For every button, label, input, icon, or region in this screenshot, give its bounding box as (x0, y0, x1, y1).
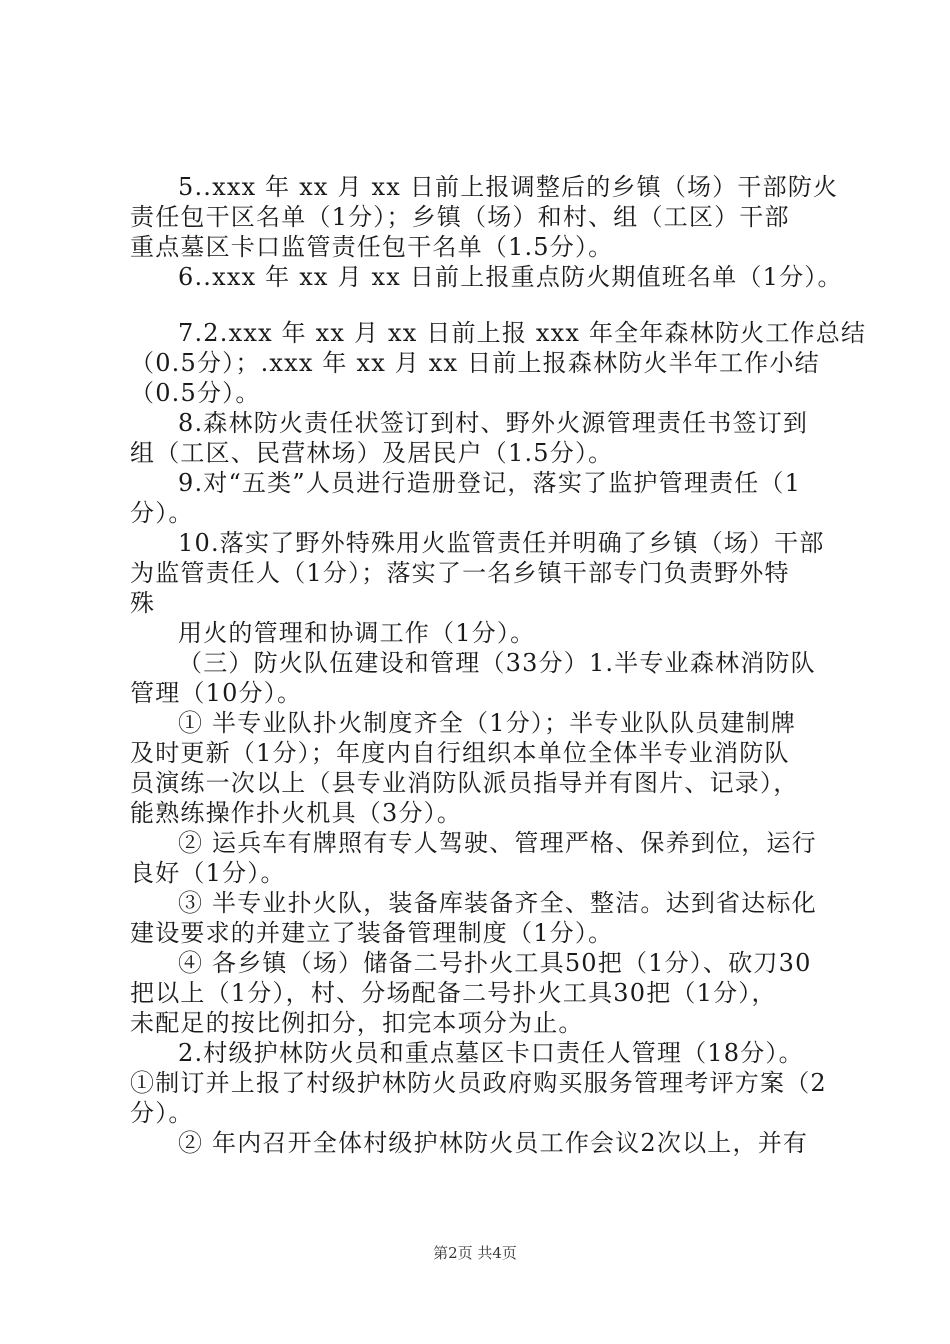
text-line: 用火的管理和协调工作（1分）。 (178, 619, 536, 647)
text-line: （0.5分）。 (130, 379, 261, 407)
text-line: 重点墓区卡口监管责任包干名单（1.5分）。 (130, 233, 614, 261)
text-line: 为监管责任人（1分）；落实了一名乡镇干部专门负责野外特 (130, 559, 790, 587)
text-line: 分）。 (130, 1099, 194, 1127)
text-line: ③ 半专业扑火队，装备库装备齐全、整洁。达到省达标化 (178, 889, 817, 917)
text-line: 分）。 (130, 499, 194, 527)
text-line: 员演练一次以上（县专业消防队派员指导并有图片、记录）， (130, 769, 799, 797)
text-line: 建设要求的并建立了装备管理制度（1分）。 (130, 919, 614, 947)
text-line: 2.村级护林防火员和重点墓区卡口责任人管理（18分）。 (178, 1039, 804, 1067)
text-line: 殊 (130, 589, 156, 617)
text-line: 管理（10分）。 (130, 679, 303, 707)
text-line: ① 半专业队扑火制度齐全（1分）；半专业队队员建制牌 (178, 709, 797, 737)
text-line: 能熟练操作扑火机具（3分）。 (130, 799, 463, 827)
text-line: ② 运兵车有牌照有专人驾驶、管理严格、保养到位，运行 (178, 829, 817, 857)
text-line: （三）防火队伍建设和管理（33分）1.半专业森林消防队 (178, 649, 816, 677)
text-line: 组（工区、民营林场）及居民户（1.5分）。 (130, 439, 614, 467)
text-line: 9.对“五类”人员进行造册登记，落实了监护管理责任（1 (178, 469, 802, 497)
text-line: （0.5分）；.xxx 年 xx 月 xx 日前上报森林防火半年工作小结 (130, 349, 820, 377)
text-line: 5..xxx 年 xx 月 xx 日前上报调整后的乡镇（场）干部防火 (178, 173, 839, 201)
text-line: 责任包干区名单（1分）；乡镇（场）和村、组（工区）干部 (130, 203, 790, 231)
document-body (130, 172, 867, 1158)
text-line: 7.2.xxx 年 xx 月 xx 日前上报 xxx 年全年森林防火工作总结 (178, 319, 867, 347)
page-number: 第2页 共4页 (433, 1244, 517, 1262)
text-line: 8.森林防火责任状签订到村、野外火源管理责任书签订到 (178, 409, 809, 437)
text-line: ①制订并上报了村级护林防火员政府购买服务管理考评方案（2 (130, 1069, 827, 1097)
text-line: ② 年内召开全体村级护林防火员工作会议2次以上，并有 (178, 1129, 809, 1157)
text-line: 把以上（1分），村、分场配备二号扑火工具30把（1分）， (130, 979, 777, 1007)
text-line: ④ 各乡镇（场）储备二号扑火工具50把（1分）、砍刀30 (178, 949, 812, 977)
text-line: 及时更新（1分）；年度内自行组织本单位全体半专业消防队 (130, 739, 790, 767)
text-line: 良好（1分）。 (130, 859, 286, 887)
text-line: 10.落实了野外特殊用火监管责任并明确了乡镇（场）干部 (178, 529, 825, 557)
text-line: 6..xxx 年 xx 月 xx 日前上报重点防火期值班名单（1分）。 (178, 263, 843, 291)
text-line: 未配足的按比例扣分，扣完本项分为止。 (130, 1009, 584, 1037)
